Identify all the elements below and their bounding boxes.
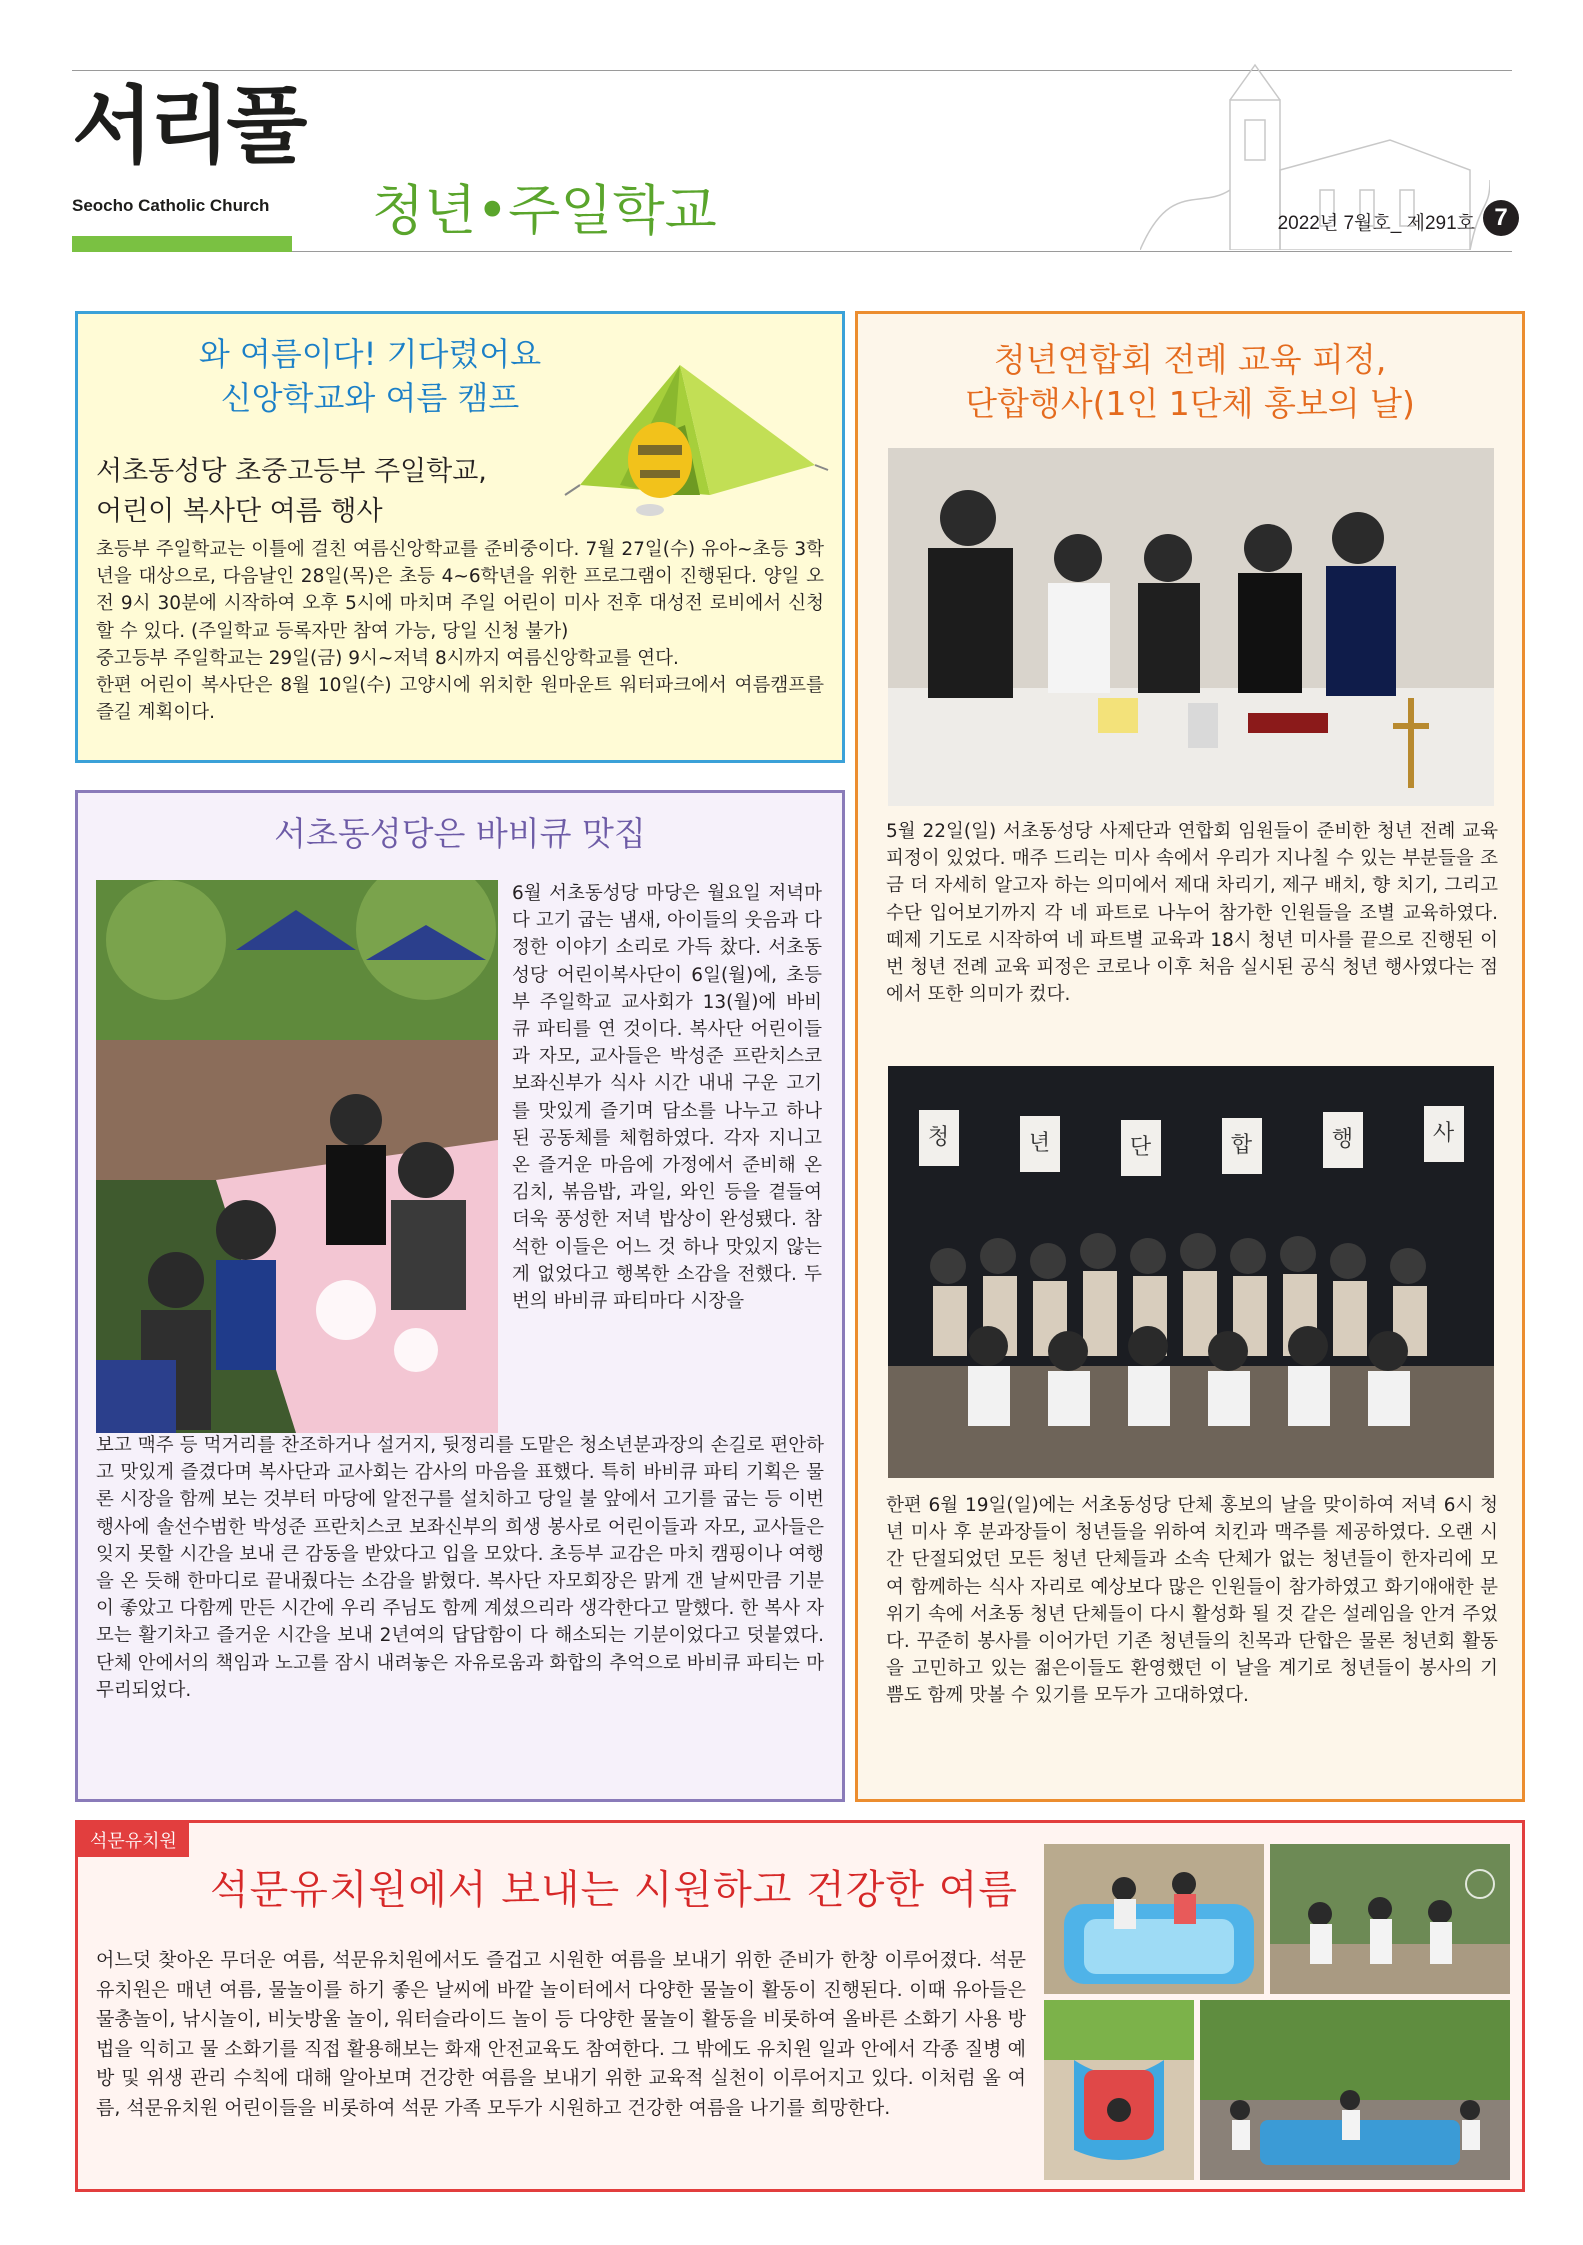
accent-bar [72, 236, 292, 252]
banner-letter: 년 [1020, 1116, 1060, 1172]
masthead-logo: 서리풀 [72, 77, 304, 175]
liturgy-body: 5월 22일(일) 서초동성당 사제단과 연합회 임원들이 준비한 청년 전례 교육 피정이 있었다. 매주 드리는 미사 속에서 우리가 지나칠 수 있는 부분들을 조금 더 자세히 알고자 하는 의미에서 제대 차리기, 제구 배치, 향 치기, 그리고 수단 입어보기까지 각 네 파트로 나누어 참가한 인원들을 조별 교육하였다. 떼제 기도로 시작하여 네 파트별 교육과 18시 청년 미사를 끝으로 진행된 이번 청년 전례 교육 피정은 코로나 이후 처음 실시된 공식 청년 행사였다는 점에서 또한 의미가 컸다. [886, 821, 1498, 1006]
headline-line-1: 와 여름이다! 기다렸어요 [198, 335, 542, 373]
bbq-body-bottom: 보고 맥주 등 먹거리를 찬조하거나 설거지, 뒷정리를 도맡은 청소년분과장의 손길로 편안하고 맛있게 즐겼다며 복사단과 교사회는 감사의 마음을 표했다. 특히 바비큐 파티 기획은 물론 시장을 함께 보는 것부터 마당에 알전구를 설치하고 당일 불 앞에서 고기를 굽는 등 이번 행사에 솔선수범한 박성준 프란치스코 보좌신부의 희생 봉사로 어린이들과 자모, 교사들은 잊지 못할 시간을 보내 큰 감동을 받았다고 입을 모았다. 초등부 교감은 마치 캠핑이나 여행을 온 듯해 한마디로 끝내줬다는 소감을 밝혔다. 복사단 자모회장은 맑게 갠 날씨만큼 기분이 좋았고 다함께 만든 시간에 우리 주님도 함께 계셨으리라 생각한다고 말했다. 한 복사 자모는 활기차고 즐거운 시간을 보내 2년여의 답답함이 다 해소되는 기분이었다고 덧붙였다. 단체 안에서의 책임과 노고를 잠시 내려놓은 자유로움과 화합의 추억으로 바비큐 파티는 마무리되었다. [96, 1435, 824, 1701]
bubble-play-photo [1270, 1844, 1510, 1994]
bbq-headline: 서초동성당은 바비큐 맛집 [274, 814, 646, 853]
kindergarten-body: 어느덧 찾아온 무더운 여름, 석문유치원에서도 즐겁고 시원한 여름을 보내기 위한 준비가 한창 이루어졌다. 석문유치원은 매년 여름, 물놀이를 하기 좋은 날씨에 바깥 놀이터에서 다양한 물놀이 활동이 진행된다. 이때 유아들은 물총놀이, 낚시놀이, 비눗방울 놀이, 워터슬라이드 놀이 등 다양한 물놀이 활동을 비롯하여 올바른 소화기 사용 방법을 익히고 물 소화기를 직접 활용해보는 화재 안전교육도 참여한다. 그 밖에도 유치원 일과 안에서 각종 질병 예방 및 위생 관리 수칙에 대해 알아보며 건강한 여름을 보내기 위한 교육적 실천이 이루어지고 있다. 이처럼 올 여름, 석문유치원 어린이들을 비롯하여 석문 가족 모두가 시원하고 건강한 여름을 나기를 희망한다. [96, 1949, 1026, 2119]
bbq-body-right: 6월 서초동성당 마당은 월요일 저녁마다 고기 굽는 냄새, 아이들의 웃음과 다정한 이야기 소리로 가득 찼다. 서초동성당 어린이복사단이 6일(월)에, 초등부 주일학교 교사회가 13(월)에 바비큐 파티를 연 것이다. 복사단 어린이들과 자모, 교사들은 박성준 프란치스코 보좌신부가 식사 시간 내내 구운 고기를 맛있게 즐기며 담소를 나누고 하나 된 공동체를 체험하였다. 각자 지니고 온 즐거운 마음에 가정에서 준비해 온 김치, 볶음밥, 과일, 와인 등을 곁들여 더욱 풍성한 저녁 밥상이 완성됐다. 참석한 이들은 어느 것 하나 맛있지 않는 게 없었다고 행복한 소감을 전했다. 두 번의 바비큐 파티마다 시장을 [512, 883, 822, 1313]
headline-line-2: 신앙학교와 여름 캠프 [220, 379, 520, 417]
paragraph: 중고등부 주일학교는 29일(금) 9시~저녁 8시까지 여름신앙학교를 연다. [96, 647, 679, 669]
tent-illustration-icon [560, 345, 830, 520]
headline-line-1: 청년연합회 전례 교육 피정, [993, 340, 1387, 379]
kindergarten-headline: 석문유치원에서 보내는 시원하고 건강한 여름 [210, 1867, 1019, 1913]
banner-letter: 행 [1323, 1112, 1363, 1168]
unity-body: 한편 6월 19일(일)에는 서초동성당 단체 홍보의 날을 맞이하여 저녁 6시 청년 미사 후 분과장들이 청년들을 위하여 치킨과 맥주를 제공하였다. 오랜 시간 단절되었던 모든 청년 단체들과 소속 단체가 없는 청년들이 한자리에 모여 함께하는 식사 자리로 예상보다 많은 인원들이 참가하였고 화기애애한 분위기 속에 서초동 청년 단체들이 다시 활성화 될 것 같은 설레임을 안겨 주었다. 꾸준히 봉사를 이어가던 기존 청년들의 친목과 단합은 물론 청년회 활동을 고민하고 있는 젊은이들도 환영했던 이 날을 계기로 청년들이 봉사의 기쁨도 함께 맛볼 수 있기를 모두가 고대하였다. [886, 1495, 1498, 1707]
summer-school-headline [120, 332, 620, 420]
unity-night-photo [888, 1066, 1494, 1478]
banner-letter: 사 [1424, 1106, 1464, 1162]
paragraph: 한편 어린이 복사단은 8월 10일(수) 고양시에 위치한 원마운트 워터파크에서 여름캠프를 즐길 계획이다. [96, 675, 824, 724]
summer-school-subheadline [96, 452, 487, 532]
section-title: 청년•주일학교 [372, 179, 717, 242]
issue-label: 2022년 7월호_ 제291호 [1277, 213, 1475, 234]
banner-letter: 단 [1121, 1120, 1161, 1176]
bbq-photo [96, 880, 498, 1433]
headline-line-2: 단합행사(1인 1단체 홍보의 날) [965, 384, 1415, 423]
liturgy-photo [888, 448, 1494, 806]
summer-school-body [96, 536, 824, 726]
group-illustration [888, 1066, 1494, 1478]
pool-photo [1044, 1844, 1264, 1994]
kindergarten-tag: 석문유치원 [78, 1823, 189, 1857]
masthead-subtitle: Seocho Catholic Church [72, 196, 270, 215]
header-rule [292, 251, 1512, 252]
subheadline-line-1: 서초동성당 초중고등부 주일학교, [96, 456, 487, 487]
paragraph: 초등부 주일학교는 이틀에 걸친 여름신앙학교를 준비중이다. 7월 27일(수) 유아~초등 3학년을 대상으로, 다음날인 28일(목)은 초등 4~6학년을 위한 프로그램이 진행된다. 양일 오전 9시 30분에 시작하여 오후 5시에 마치며 주일 어린이 미사 전후 대성전 로비에서 신청할 수 있다. (주일학교 등록자만 참여 가능, 당일 신청 불가) [96, 539, 824, 642]
slide-photo [1044, 2000, 1194, 2180]
subheadline-line-2: 어린이 복사단 여름 행사 [96, 496, 383, 527]
page-number: 7 [1483, 200, 1519, 236]
youth-liturgy-headline [860, 338, 1520, 426]
water-play-photo [1200, 2000, 1510, 2180]
banner-letter: 청 [919, 1110, 959, 1166]
banner-letter: 합 [1222, 1118, 1262, 1174]
